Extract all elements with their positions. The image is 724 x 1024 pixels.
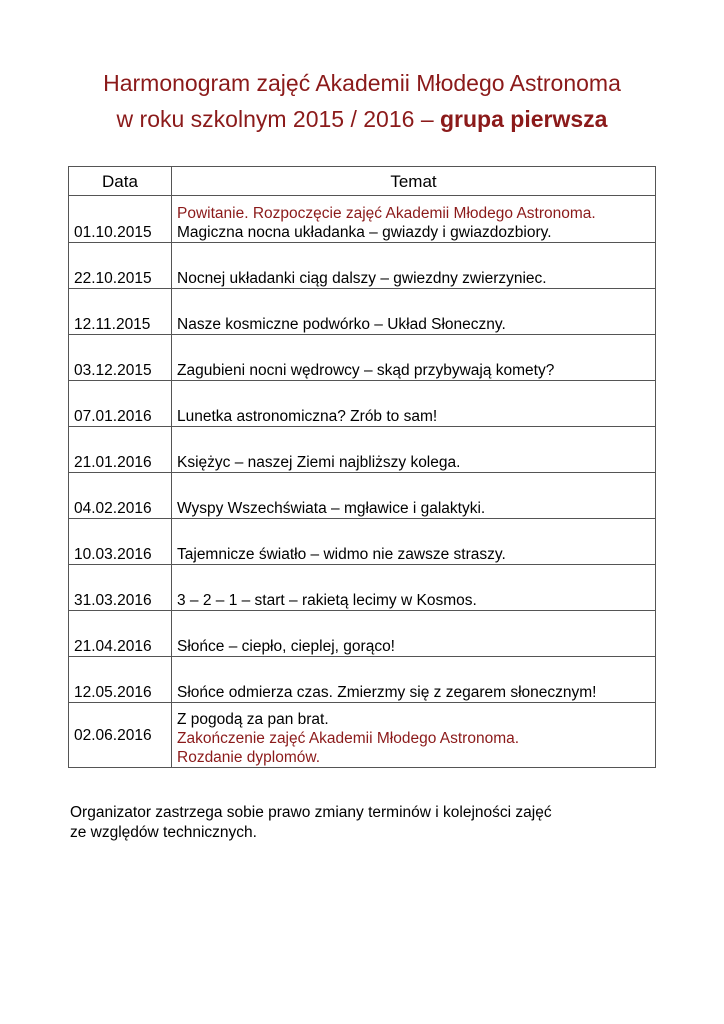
topic-line: Księżyc – naszej Ziemi najbliższy kolega. (177, 454, 461, 471)
row-date: 03.12.2015 (69, 335, 172, 381)
topic-line: 3 – 2 – 1 – start – rakietą lecimy w Kosmos. (177, 592, 477, 609)
row-date: 21.01.2016 (69, 427, 172, 473)
table-row (69, 657, 656, 703)
note-line-2: ze względów technicznych. (70, 824, 257, 841)
table-row (69, 243, 656, 289)
row-date: 02.06.2016 (69, 703, 172, 768)
row-date: 12.11.2015 (69, 289, 172, 335)
row-topic (172, 335, 656, 381)
page-subtitle (0, 102, 724, 136)
header-topic: Temat (172, 167, 656, 196)
note-line-1: Organizator zastrzega sobie prawo zmiany terminów i kolejności zajęć (70, 804, 552, 821)
row-topic (172, 473, 656, 519)
row-topic (172, 427, 656, 473)
row-topic (172, 381, 656, 427)
row-topic (172, 611, 656, 657)
topic-line: Nocnej układanki ciąg dalszy – gwiezdny zwierzyniec. (177, 270, 547, 287)
table-row (69, 335, 656, 381)
row-date: 12.05.2016 (69, 657, 172, 703)
page-title: Harmonogram zajęć Akademii Młodego Astronoma (103, 70, 621, 96)
table-row (69, 703, 656, 768)
table-row (69, 519, 656, 565)
table-row (69, 473, 656, 519)
row-date: 22.10.2015 (69, 243, 172, 289)
row-topic (172, 657, 656, 703)
topic-line: Z pogodą za pan brat. (177, 711, 329, 728)
topic-line: Rozdanie dyplomów. (177, 749, 321, 766)
row-date: 07.01.2016 (69, 381, 172, 427)
group-label: grupa pierwsza (440, 106, 608, 132)
row-topic (172, 289, 656, 335)
topic-line: Nasze kosmiczne podwórko – Układ Słoneczny. (177, 316, 506, 333)
topic-line: Lunetka astronomiczna? Zrób to sam! (177, 408, 438, 425)
row-date: 01.10.2015 (69, 196, 172, 243)
table-row (69, 196, 656, 243)
table-row (69, 289, 656, 335)
table-header-row (69, 167, 656, 196)
table-row (69, 381, 656, 427)
topic-line: Wyspy Wszechświata – mgławice i galaktyki. (177, 500, 486, 517)
row-date: 31.03.2016 (69, 565, 172, 611)
row-date: 10.03.2016 (69, 519, 172, 565)
schedule-table (68, 166, 656, 768)
row-topic (172, 519, 656, 565)
header-date: Data (69, 167, 172, 196)
row-topic (172, 196, 656, 243)
table-row (69, 427, 656, 473)
topic-line: Powitanie. Rozpoczęcie zajęć Akademii Młodego Astronoma. (177, 205, 596, 222)
topic-line: Słońce odmierza czas. Zmierzmy się z zegarem słonecznym! (177, 684, 597, 701)
topic-line: Tajemnicze światło – widmo nie zawsze straszy. (177, 546, 506, 563)
row-topic (172, 243, 656, 289)
organizer-note (70, 803, 630, 843)
row-topic (172, 703, 656, 768)
table-row (69, 565, 656, 611)
table-row (69, 611, 656, 657)
row-topic (172, 565, 656, 611)
topic-line: Słońce – ciepło, cieplej, gorąco! (177, 638, 395, 655)
topic-line: Zakończenie zajęć Akademii Młodego Astronoma. (177, 730, 520, 747)
topic-line: Zagubieni nocni wędrowcy – skąd przybywają komety? (177, 362, 555, 379)
subtitle-prefix: w roku szkolnym 2015 / 2016 – (116, 106, 440, 132)
row-date: 21.04.2016 (69, 611, 172, 657)
row-date: 04.02.2016 (69, 473, 172, 519)
topic-line: Magiczna nocna układanka – gwiazdy i gwiazdozbiory. (177, 224, 552, 241)
